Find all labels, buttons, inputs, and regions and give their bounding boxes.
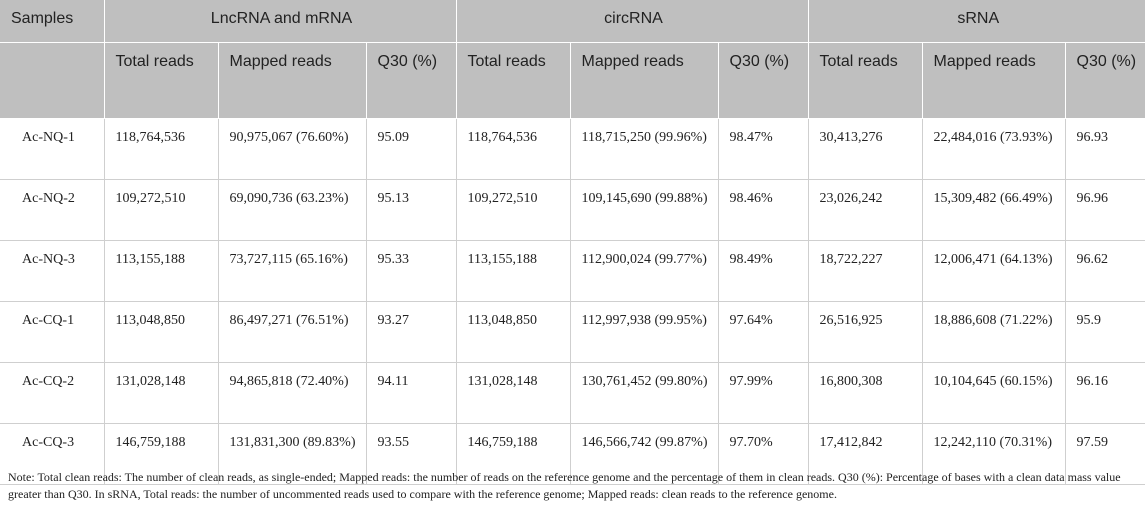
table-cell: 18,722,227 bbox=[808, 241, 922, 302]
table-cell: 146,566,742 (99.87%) bbox=[570, 424, 718, 485]
table-cell: 12,242,110 (70.31%) bbox=[922, 424, 1065, 485]
table-cell: 93.27 bbox=[366, 302, 456, 363]
table-cell: 109,145,690 (99.88%) bbox=[570, 180, 718, 241]
header-mapped-reads: Mapped reads bbox=[922, 43, 1065, 119]
table-footnote: Note: Total clean reads: The number of clean reads, as single-ended; Mapped reads: the number of reads on the reference genome and the percentage of them in clean reads. Q30 (%): Percentage of bases with a clean data mass value greater than Q30. In sRNA, Total reads: the number of uncommented reads used to compare with the reference genome; Mapped reads: clean reads to the reference genome. bbox=[8, 470, 1121, 501]
table-cell: 131,028,148 bbox=[104, 363, 218, 424]
table-cell: 112,900,024 (99.77%) bbox=[570, 241, 718, 302]
table-cell: 95.9 bbox=[1065, 302, 1145, 363]
table-cell: 131,831,300 (89.83%) bbox=[218, 424, 366, 485]
sample-name: Ac-NQ-3 bbox=[0, 241, 104, 302]
table-cell: 86,497,271 (76.51%) bbox=[218, 302, 366, 363]
table-cell: 95.13 bbox=[366, 180, 456, 241]
header-samples: Samples bbox=[0, 0, 104, 43]
table-cell: 22,484,016 (73.93%) bbox=[922, 119, 1065, 180]
table-cell: 113,155,188 bbox=[104, 241, 218, 302]
header-total-reads: Total reads bbox=[104, 43, 218, 119]
table-cell: 95.09 bbox=[366, 119, 456, 180]
table-cell: 98.47% bbox=[718, 119, 808, 180]
table-cell: 113,048,850 bbox=[104, 302, 218, 363]
table-cell: 17,412,842 bbox=[808, 424, 922, 485]
table-cell: 97.64% bbox=[718, 302, 808, 363]
table-cell: 16,800,308 bbox=[808, 363, 922, 424]
table-cell: 98.46% bbox=[718, 180, 808, 241]
table-cell: 73,727,115 (65.16%) bbox=[218, 241, 366, 302]
table-cell: 118,764,536 bbox=[456, 119, 570, 180]
header-total-reads: Total reads bbox=[456, 43, 570, 119]
header-group-circrna: circRNA bbox=[456, 0, 808, 43]
header-q30: Q30 (%) bbox=[1065, 43, 1145, 119]
table-cell: 69,090,736 (63.23%) bbox=[218, 180, 366, 241]
table-cell: 146,759,188 bbox=[104, 424, 218, 485]
sample-name: Ac-NQ-2 bbox=[0, 180, 104, 241]
header-blank bbox=[0, 43, 104, 119]
table-row bbox=[0, 241, 1145, 302]
table-cell: 96.16 bbox=[1065, 363, 1145, 424]
table-cell: 97.99% bbox=[718, 363, 808, 424]
table-cell: 15,309,482 (66.49%) bbox=[922, 180, 1065, 241]
table-cell: 146,759,188 bbox=[456, 424, 570, 485]
table-cell: 90,975,067 (76.60%) bbox=[218, 119, 366, 180]
header-mapped-reads: Mapped reads bbox=[218, 43, 366, 119]
header-mapped-reads: Mapped reads bbox=[570, 43, 718, 119]
table-cell: 96.93 bbox=[1065, 119, 1145, 180]
table-row bbox=[0, 119, 1145, 180]
header-group-lncrna-mrna: LncRNA and mRNA bbox=[104, 0, 456, 43]
table-cell: 18,886,608 (71.22%) bbox=[922, 302, 1065, 363]
table-cell: 130,761,452 (99.80%) bbox=[570, 363, 718, 424]
header-group-srna: sRNA bbox=[808, 0, 1145, 43]
table-cell: 96.96 bbox=[1065, 180, 1145, 241]
table-cell: 30,413,276 bbox=[808, 119, 922, 180]
table-cell: 118,715,250 (99.96%) bbox=[570, 119, 718, 180]
table-cell: 95.33 bbox=[366, 241, 456, 302]
table-cell: 113,155,188 bbox=[456, 241, 570, 302]
table-cell: 131,028,148 bbox=[456, 363, 570, 424]
table-cell: 109,272,510 bbox=[104, 180, 218, 241]
sample-name: Ac-CQ-2 bbox=[0, 363, 104, 424]
table-cell: 12,006,471 (64.13%) bbox=[922, 241, 1065, 302]
header-q30: Q30 (%) bbox=[718, 43, 808, 119]
table-cell: 118,764,536 bbox=[104, 119, 218, 180]
table-cell: 97.70% bbox=[718, 424, 808, 485]
table-cell: 96.62 bbox=[1065, 241, 1145, 302]
table-cell: 109,272,510 bbox=[456, 180, 570, 241]
table-cell: 23,026,242 bbox=[808, 180, 922, 241]
table-cell: 113,048,850 bbox=[456, 302, 570, 363]
table-cell: 97.59 bbox=[1065, 424, 1145, 485]
table-row bbox=[0, 180, 1145, 241]
header-q30: Q30 (%) bbox=[366, 43, 456, 119]
sample-name: Ac-NQ-1 bbox=[0, 119, 104, 180]
table-row bbox=[0, 363, 1145, 424]
table-cell: 94.11 bbox=[366, 363, 456, 424]
table-cell: 93.55 bbox=[366, 424, 456, 485]
table-cell: 94,865,818 (72.40%) bbox=[218, 363, 366, 424]
table-cell: 112,997,938 (99.95%) bbox=[570, 302, 718, 363]
table-cell: 26,516,925 bbox=[808, 302, 922, 363]
table-cell: 98.49% bbox=[718, 241, 808, 302]
header-total-reads: Total reads bbox=[808, 43, 922, 119]
table-cell: 10,104,645 (60.15%) bbox=[922, 363, 1065, 424]
table-row bbox=[0, 302, 1145, 363]
sample-name: Ac-CQ-3 bbox=[0, 424, 104, 485]
sample-name: Ac-CQ-1 bbox=[0, 302, 104, 363]
